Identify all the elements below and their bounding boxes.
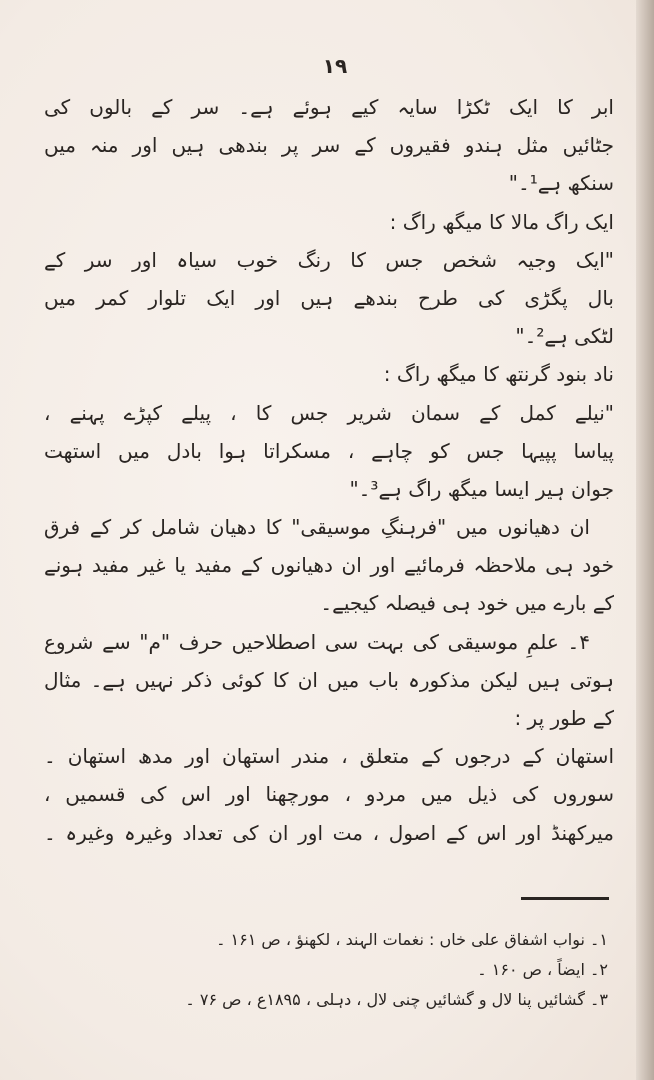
text-line: ان دھیانوں میں "فرہنگِ موسیقی" کا دھیان شامل کر کے فرق bbox=[44, 515, 590, 540]
text-line: "ایک وجیہ شخص جس کا رنگ خوب سیاہ اور سر کے bbox=[44, 247, 614, 272]
text-line: ۴۔ علمِ موسیقی کی بہت سی اصطلاحیں حرف "م" سے شروع bbox=[44, 629, 590, 654]
footnote-divider bbox=[521, 897, 609, 900]
footnote: ۱۔ نواب اشفاق علی خاں : نغمات الہند ، لکھنؤ ، ص ۱۶۱ ۔ bbox=[216, 930, 608, 949]
text-line: بال پگڑی کی طرح بندھے ہیں اور ایک تلوار کمر میں bbox=[44, 285, 614, 310]
text-line: میرکھنڈ اور اس کے اصول ، مت اور ان کی تعداد وغیرہ وغیرہ ۔ bbox=[44, 820, 614, 845]
text-line: خود ہی ملاحظہ فرمائیے اور ان دھیانوں کے مفید یا غیر مفید ہونے bbox=[44, 553, 614, 578]
text-line: ایک راگ مالا کا میگھ راگ : bbox=[389, 209, 614, 234]
text-line: "نیلے کمل کے سمان شریر جس کا ، پیلے کپڑے پہنے ، bbox=[44, 400, 614, 425]
page-number: ۱۹ bbox=[322, 54, 348, 78]
text-line: لٹکی ہے²۔" bbox=[515, 324, 614, 349]
page-gutter bbox=[636, 0, 654, 1080]
text-line: کے طور پر : bbox=[514, 706, 614, 730]
footnotes bbox=[60, 925, 608, 1015]
footnote: ۳۔ گشائیں پنا لال و گشائیں چنی لال ، دہلی ، ۱۸۹۵ع ، ص ۷۶ ۔ bbox=[185, 990, 608, 1009]
text-line: جوان ہیر ایسا میگھ راگ ہے³۔" bbox=[349, 476, 614, 501]
text-line: ناد بنود گرنتھ کا میگھ راگ : bbox=[383, 362, 614, 387]
body-text bbox=[44, 88, 614, 852]
text-line: ہوتی ہیں لیکن مذکورہ باب میں ان کا کوئی ذکر نہیں ہے۔ مثال bbox=[44, 667, 614, 692]
text-line: پیاسا پپیہا جس کو چاہے ، مسکراتا ہوا بادل میں استھت bbox=[44, 438, 614, 463]
text-line: کے بارے میں خود ہی فیصلہ کیجیے۔ bbox=[320, 591, 614, 616]
footnote: ۲۔ ایضاً ، ص ۱۶۰ ۔ bbox=[477, 960, 608, 979]
text-line: سوروں کی ذیل میں مردو ، مورچھنا اور اس کی قسمیں ، bbox=[44, 782, 614, 807]
text-line: جٹائیں مثل ہندو فقیروں کے سر پر بندھی ہیں اور منہ میں bbox=[44, 133, 614, 158]
text-line: استھان کے درجوں کے متعلق ، مندر استھان اور مدھ استھان ۔ bbox=[44, 744, 614, 769]
text-line: سنکھ ہے¹۔" bbox=[508, 171, 614, 196]
text-line: ابر کا ایک ٹکڑا سایہ کیے ہوئے ہے۔ سر کے بالوں کی bbox=[44, 95, 614, 119]
